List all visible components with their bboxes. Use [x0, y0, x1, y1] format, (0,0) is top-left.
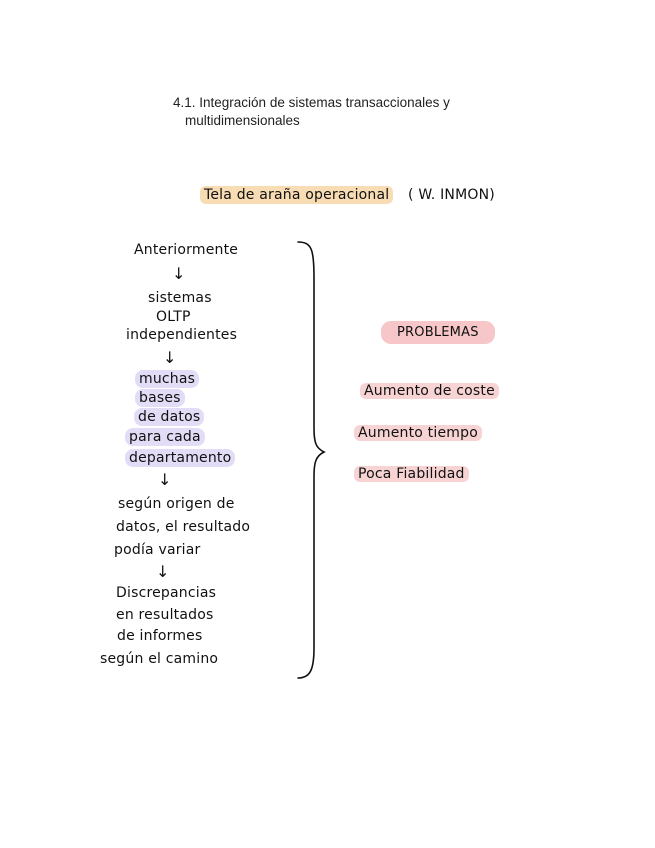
flow-step-origen-3: podía variar	[114, 542, 201, 558]
flow-step-discrepancias-1: Discrepancias	[116, 585, 217, 601]
problem-item-tiempo: Aumento tiempo	[354, 425, 482, 441]
flow-step-discrepancias-3: de informes	[117, 628, 203, 644]
curly-brace-icon	[292, 238, 328, 682]
flow-step-discrepancias-4: según el camino	[100, 651, 219, 667]
problems-title: PROBLEMAS	[381, 325, 495, 340]
heading-line-1: 4.1. Integración de sistemas transaccionales y	[173, 95, 450, 110]
down-arrow-icon: ↓	[172, 264, 186, 283]
flow-step-anteriormente: Anteriormente	[134, 242, 239, 258]
flow-step-origen-1: según origen de	[118, 496, 235, 512]
flow-step-bases-3: de datos	[134, 409, 204, 425]
flow-step-sistemas-3: independientes	[126, 327, 238, 343]
flow-step-bases-4: para cada	[125, 429, 205, 445]
heading-line-2: multidimensionales	[185, 113, 300, 128]
down-arrow-icon: ↓	[163, 348, 177, 367]
title-author: ( W. INMON)	[408, 187, 495, 203]
flow-step-bases-1: muchas	[135, 371, 199, 387]
flow-step-bases-5: departamento	[125, 450, 235, 466]
section-heading	[173, 94, 450, 130]
flow-step-bases-2: bases	[135, 390, 185, 406]
flow-step-discrepancias-2: en resultados	[116, 607, 214, 623]
title-row	[200, 187, 495, 203]
flow-step-origen-2: datos, el resultado	[116, 519, 251, 535]
down-arrow-icon: ↓	[158, 470, 172, 489]
problem-item-fiabilidad: Poca Fiabilidad	[354, 466, 469, 482]
flow-step-sistemas-2: OLTP	[156, 309, 191, 325]
down-arrow-icon: ↓	[156, 562, 170, 581]
title-highlight: Tela de araña operacional	[200, 186, 393, 204]
problem-item-coste: Aumento de coste	[360, 383, 499, 399]
flow-step-sistemas-1: sistemas	[148, 290, 212, 306]
